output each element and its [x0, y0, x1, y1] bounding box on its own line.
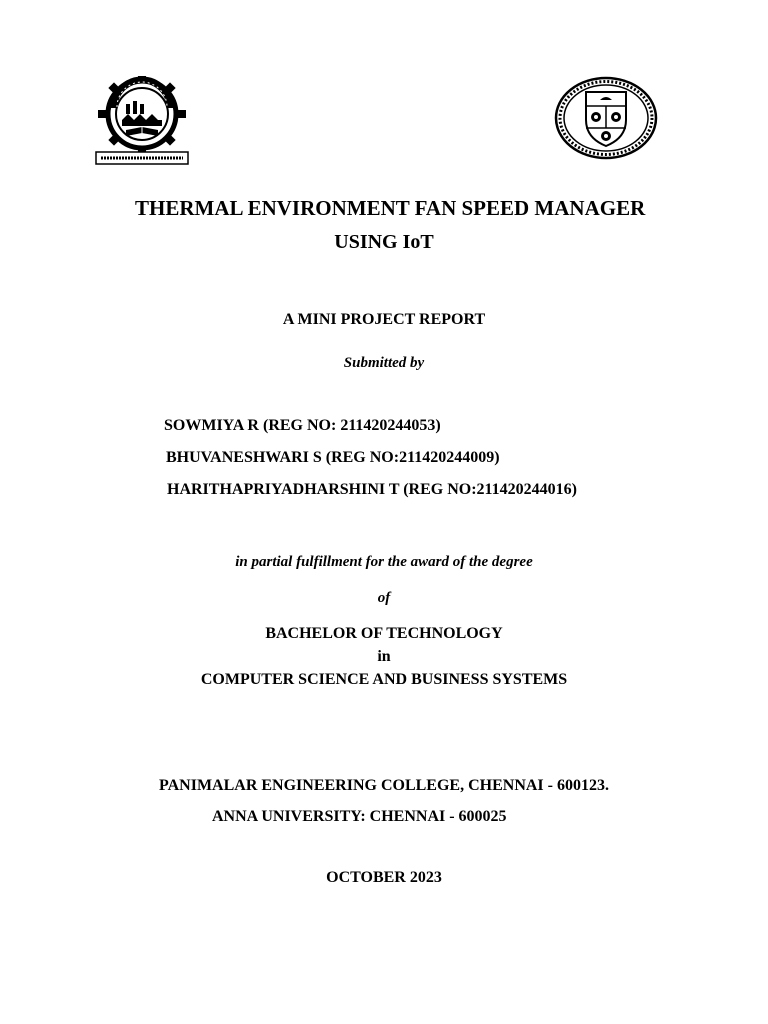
degree-department: COMPUTER SCIENCE AND BUSINESS SYSTEMS [200, 671, 568, 688]
fulfillment-line: in partial fulfillment for the award of the degree [235, 554, 533, 570]
degree-in: in [377, 648, 391, 665]
anna-university-logo [92, 74, 192, 166]
submitted-by-label: Submitted by [343, 355, 425, 371]
panimalar-college-logo [554, 76, 658, 160]
student-2: BHUVANESHWARI S (REG NO:211420244009) [166, 449, 500, 466]
student-1: SOWMIYA R (REG NO: 211420244053) [164, 417, 441, 434]
project-title-line-1: THERMAL ENVIRONMENT FAN SPEED MANAGER [135, 196, 646, 220]
university-name: ANNA UNIVERSITY: CHENNAI - 600025 [212, 808, 507, 825]
college-name: PANIMALAR ENGINEERING COLLEGE, CHENNAI - 600123. [159, 777, 609, 794]
report-date: OCTOBER 2023 [326, 869, 442, 886]
fulfillment-of: of [377, 590, 391, 606]
report-type: A MINI PROJECT REPORT [282, 311, 486, 328]
student-3: HARITHAPRIYADHARSHINI T (REG NO:211420244016) [167, 481, 577, 498]
project-title-line-2: USING IoT [334, 231, 434, 253]
degree-name: BACHELOR OF TECHNOLOGY [265, 625, 503, 642]
